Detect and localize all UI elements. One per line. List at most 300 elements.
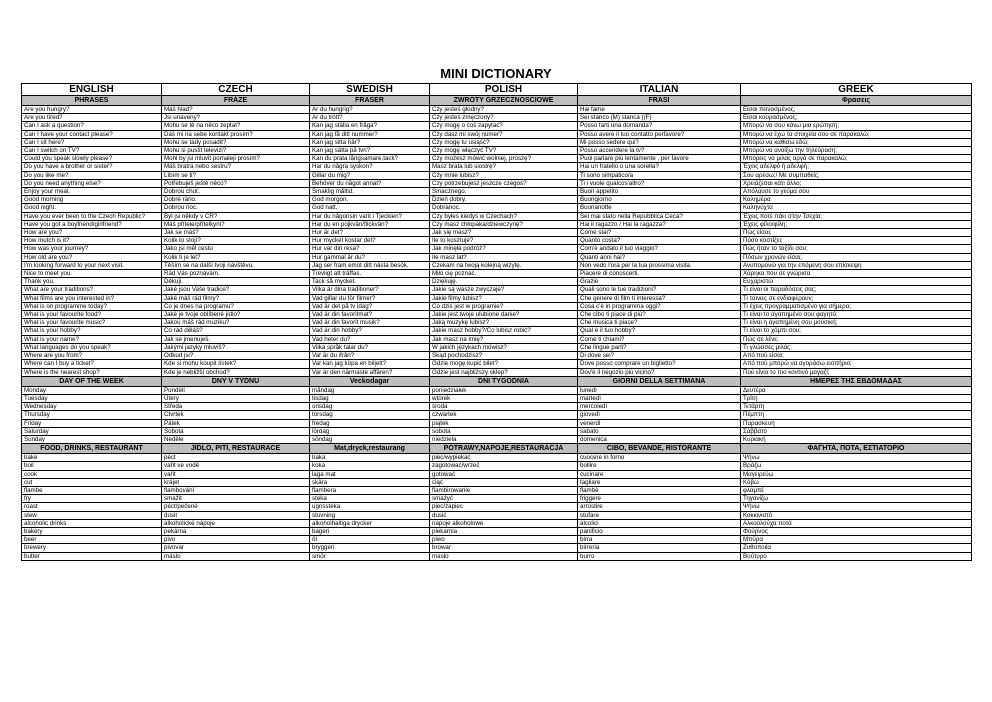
- table-row: [22, 411, 972, 419]
- table-row-cell: Vad är din favorit musik?: [310, 319, 430, 327]
- table-row-cell: środa: [430, 403, 578, 411]
- table-row: [22, 220, 972, 228]
- table-row: [22, 171, 972, 179]
- table-row-cell: Czy mogę o coś zapytać?: [430, 122, 578, 130]
- table-row-cell: Grazie: [578, 278, 741, 286]
- table-row-cell: cook: [22, 470, 162, 478]
- table-row-cell: ugnssteka: [310, 503, 430, 511]
- table-row-cell: Gillar du mig?: [310, 171, 430, 179]
- table-row-cell: Βούτυρο: [741, 552, 972, 560]
- table-row-cell: alcoholic drinks: [22, 519, 162, 527]
- table-row: [22, 454, 972, 462]
- table-row-cell: butter: [22, 552, 162, 560]
- table-row-cell: Where are you from?: [22, 352, 162, 360]
- table-row-cell: Friday: [22, 419, 162, 427]
- table-row: [22, 311, 972, 319]
- table-row-cell: Posso farti una domanda?: [578, 122, 741, 130]
- table-row-cell: What is your favourite music?: [22, 319, 162, 327]
- table-row-cell: Mi posso sedere qui?: [578, 138, 741, 146]
- table-row-cell: Τρίτη: [741, 394, 972, 402]
- table-row-cell: niedziela: [430, 435, 578, 443]
- table-row: [22, 179, 972, 187]
- section-header-row-cell: PHRASES: [22, 96, 162, 106]
- table-row-cell: Masz brata lub siostrę?: [430, 163, 578, 171]
- table-row: [22, 495, 972, 503]
- table-row-cell: Μπορώ να καθίσω εδώ;: [741, 138, 972, 146]
- table-row-cell: Πέμπτη: [741, 411, 972, 419]
- table-row-cell: Come ti chiami?: [578, 335, 741, 343]
- table-row-cell: alkoholické nápoje: [162, 519, 310, 527]
- table-row-cell: Πώς είσαι;: [741, 229, 972, 237]
- table-row-cell: Jaké máš rád filmy?: [162, 294, 310, 302]
- table-row-cell: Che lingue parli?: [578, 343, 741, 351]
- table-row-cell: Κόβω: [741, 478, 972, 486]
- table-row-cell: Do you need anything else?: [22, 179, 162, 187]
- table-row-cell: Posso accendere la tv?: [578, 147, 741, 155]
- table-row-cell: Ti i vuole qualcos'altro?: [578, 179, 741, 187]
- table-row-cell: φλαμπέ: [741, 486, 972, 494]
- table-row-cell: Kde je nebližší obchod?: [162, 368, 310, 376]
- table-row-cell: Μαγειρεύω: [741, 470, 972, 478]
- table-row-cell: Where is the nearest shop?: [22, 368, 162, 376]
- table-row: [22, 270, 972, 278]
- table-row-cell: Τι είναι το αγαπημένο σου φαγητό;: [741, 311, 972, 319]
- dictionary-table: [21, 83, 972, 561]
- table-row-cell: Cosa c'è in programma oggi?: [578, 302, 741, 310]
- table-row-cell: Jsi unavený?: [162, 114, 310, 122]
- language-header-row-cell: POLISH: [430, 84, 578, 96]
- table-row-cell: fredag: [310, 419, 430, 427]
- table-row-cell: Czy jesteś zmęczony?: [430, 114, 578, 122]
- table-row-cell: Μπορεις να μιλας αργά σε παρακαλώ;: [741, 155, 972, 163]
- table-row-cell: Czekam na twoją kolejną wizytę.: [430, 261, 578, 269]
- table-row-cell: How old are you?: [22, 253, 162, 261]
- table-row-cell: Jakými jazyky mluvíš?: [162, 343, 310, 351]
- table-row-cell: browar: [430, 544, 578, 552]
- table-row-cell: Máš hlad?: [162, 106, 310, 114]
- table-row-cell: Dobré ráno.: [162, 196, 310, 204]
- table-row-cell: Quali sono le tue tradizioni?: [578, 286, 741, 294]
- table-row-cell: Dobranoc.: [430, 204, 578, 212]
- table-row-cell: giovedì: [578, 411, 741, 419]
- table-row-cell: How mutch is it?: [22, 237, 162, 245]
- table-row-cell: Dzień dobry.: [430, 196, 578, 204]
- table-row-cell: Can I ask a question?: [22, 122, 162, 130]
- table-row-cell: Jak se máš?: [162, 229, 310, 237]
- table-row-cell: Απόλαυσε το γεύμα σου: [741, 188, 972, 196]
- table-row-cell: Ψήνω: [741, 503, 972, 511]
- table-row-cell: bake: [22, 454, 162, 462]
- table-row-cell: piwo: [430, 536, 578, 544]
- table-row: [22, 196, 972, 204]
- table-row: [22, 114, 972, 122]
- table-row-cell: Har du någonsin varit i Tjeckien?: [310, 212, 430, 220]
- table-row-cell: Czy masz chłopaka/dziewczynę?: [430, 220, 578, 228]
- table-row-cell: piec/wypiekać: [430, 454, 578, 462]
- table-row-cell: steka: [310, 495, 430, 503]
- table-row-cell: Φούρνος: [741, 527, 972, 535]
- table-row-cell: Hai un fratello o una sorella?: [578, 163, 741, 171]
- table-row: [22, 163, 972, 171]
- table-row-cell: Jakou máš rád muziku?: [162, 319, 310, 327]
- section-header-row-cell: FOOD, DRINKS, RESTAURANT: [22, 444, 162, 454]
- table-row-cell: Byl jsi někdy v ČR?: [162, 212, 310, 220]
- table-row-cell: W jakich językach mówisz?: [430, 343, 578, 351]
- table-row: [22, 319, 972, 327]
- table-row-cell: Μπορώ να σου κάνω μια ερώτηση;: [741, 122, 972, 130]
- table-row: [22, 122, 972, 130]
- table-row-cell: Have you got a boyfriend/girlfriend?: [22, 220, 162, 228]
- table-row: [22, 427, 972, 435]
- table-row-cell: Quanto costa?: [578, 237, 741, 245]
- table-row-cell: cut: [22, 478, 162, 486]
- table-row-cell: How are you?: [22, 229, 162, 237]
- table-row-cell: wtorek: [430, 394, 578, 402]
- table-row: [22, 386, 972, 394]
- table-row: [22, 237, 972, 245]
- table-row-cell: Vilka är dina traditioner?: [310, 286, 430, 294]
- table-row-cell: Vad är din hobby?: [310, 327, 430, 335]
- table-row-cell: sabato: [578, 427, 741, 435]
- table-row-cell: Är du trött?: [310, 114, 430, 122]
- table-row-cell: Τι ταινιες σε ενδιαφέρουν;: [741, 294, 972, 302]
- table-row-cell: ciąć: [430, 478, 578, 486]
- table-row: [22, 261, 972, 269]
- table-row-cell: What languages do you speak?: [22, 343, 162, 351]
- table-row-cell: Είσαι κουρασμένος;: [741, 114, 972, 122]
- table-row-cell: Τηγανίζω: [741, 495, 972, 503]
- table-row-cell: Odkud jsi?: [162, 352, 310, 360]
- table-row-cell: Har du en pojkvän/flickvän?: [310, 220, 430, 228]
- table-row: [22, 419, 972, 427]
- table-row-cell: alcolici: [578, 519, 741, 527]
- table-row-cell: Τετάρτη: [741, 403, 972, 411]
- table-row-cell: Jak minęła podróż?: [430, 245, 578, 253]
- table-row-cell: flambe: [22, 486, 162, 494]
- table-row-cell: Vilka språk talar du?: [310, 343, 430, 351]
- table-row-cell: Jaké jsou Vaše tradice?: [162, 286, 310, 294]
- table-row-cell: Where can I buy a ticket?: [22, 360, 162, 368]
- table-row-cell: Πόσων χρονών είσαι;: [741, 253, 972, 261]
- table-row-cell: smażyć: [430, 495, 578, 503]
- table-row-cell: Czy dasz mi swój numer?: [430, 130, 578, 138]
- table-row: [22, 212, 972, 220]
- table-row-cell: Πώς σε λένε;: [741, 335, 972, 343]
- section-header-row-cell: CIBO, BEVANDE, RISTORANTE: [578, 444, 741, 454]
- table-row-cell: poniedziałek: [430, 386, 578, 394]
- table-row-cell: Hur gammal är du?: [310, 253, 430, 261]
- table-row-cell: flambování: [162, 486, 310, 494]
- table-row-cell: boil: [22, 462, 162, 470]
- table-row-cell: Hai il ragazzo / Hai la ragazza?: [578, 220, 741, 228]
- table-row-cell: Czy potrzebujesz jeszcze czegoś?: [430, 179, 578, 187]
- table-row-cell: Tack så mycket.: [310, 278, 430, 286]
- table-row-cell: flambera: [310, 486, 430, 494]
- table-row-cell: Che genere di film ti interessa?: [578, 294, 741, 302]
- language-header-row-cell: SWEDISH: [310, 84, 430, 96]
- table-row-cell: Buon appetito: [578, 188, 741, 196]
- table-row-cell: Jakie filmy lubisz?: [430, 294, 578, 302]
- table-row-cell: Co rád děláš?: [162, 327, 310, 335]
- table-row-cell: czwartek: [430, 411, 578, 419]
- table-row-cell: laga mat: [310, 470, 430, 478]
- table-row-cell: Czy byłeś kiedyś w Czechach?: [430, 212, 578, 220]
- table-row-cell: What is your favourite food?: [22, 311, 162, 319]
- table-row-cell: Σάββατο: [741, 427, 972, 435]
- table-row-cell: Τι έχεις προγραμματισμένο για σήμερα;: [741, 302, 972, 310]
- table-row-cell: Saturday: [22, 427, 162, 435]
- table-row-cell: Dobrou chuť.: [162, 188, 310, 196]
- table-row-cell: Tuesday: [22, 394, 162, 402]
- table-row-cell: Χρειάζεσαι κάτι άλλο;: [741, 179, 972, 187]
- table-row-cell: Ψήνω: [741, 454, 972, 462]
- table-row: [22, 352, 972, 360]
- table-row-cell: Jakie jest twoje ulubione danie?: [430, 311, 578, 319]
- table-row-cell: mercoledì: [578, 403, 741, 411]
- section-header-row: [22, 96, 972, 106]
- table-row-cell: Πώς ήταν το ταξίδι σου;: [741, 245, 972, 253]
- table-row-cell: Thank you.: [22, 278, 162, 286]
- table-row-cell: Gdzie mogę kupić bilet?: [430, 360, 578, 368]
- table-row: [22, 486, 972, 494]
- table-row-cell: Är du hungrig?: [310, 106, 430, 114]
- table-row-cell: Gdzie jest najbliższy sklep?: [430, 368, 578, 376]
- table-row-cell: Ti sono simpatico/a: [578, 171, 741, 179]
- table-row-cell: sobota: [430, 427, 578, 435]
- table-row-cell: Good morning: [22, 196, 162, 204]
- table-row: [22, 435, 972, 443]
- table-row-cell: Máš bratra nebo sestru?: [162, 163, 310, 171]
- table-row: [22, 138, 972, 146]
- table-row: [22, 278, 972, 286]
- table-row-cell: Posso avere il tuo contatto perfavore?: [578, 130, 741, 138]
- table-row-cell: péct/pečené: [162, 503, 310, 511]
- table-row-cell: Kan du prata långsamare,tack?: [310, 155, 430, 163]
- language-header-row: [22, 84, 972, 96]
- table-row-cell: krájet: [162, 478, 310, 486]
- table-row-cell: Jakie masz hobby?/Co lubisz robić?: [430, 327, 578, 335]
- table-row-cell: smažit: [162, 495, 310, 503]
- table-row-cell: beer: [22, 536, 162, 544]
- table-row-cell: Kan jag sätta på tvn?: [310, 147, 430, 155]
- table-row-cell: söndag: [310, 435, 430, 443]
- table-row: [22, 403, 972, 411]
- table-row-cell: Jakie są wasze zwyczaje?: [430, 286, 578, 294]
- table-row-cell: Hur är det?: [310, 229, 430, 237]
- table-row-cell: máslo: [162, 552, 310, 560]
- table-row-cell: Máš přítele/přítelkyni?: [162, 220, 310, 228]
- table-row-cell: Καλημέρα: [741, 196, 972, 204]
- table-row: [22, 519, 972, 527]
- table-row-cell: Středa: [162, 403, 310, 411]
- table-row-cell: vařit: [162, 470, 310, 478]
- table-row-cell: Piacere di conoscerti.: [578, 270, 741, 278]
- table-row-cell: vařit ve vodě: [162, 462, 310, 470]
- table-row-cell: Puoi parlare più lentamente , per favore: [578, 155, 741, 163]
- section-header-row-cell: Φρασεις: [741, 96, 972, 106]
- table-row-cell: Are you hungry?: [22, 106, 162, 114]
- table-row-cell: skära: [310, 478, 430, 486]
- table-row-cell: Hai fame: [578, 106, 741, 114]
- table-row: [22, 527, 972, 535]
- table-row-cell: Sei mai stato nella Repubblica Ceca?: [578, 212, 741, 220]
- table-row-cell: cuocere in forno: [578, 454, 741, 462]
- section-header-row-cell: ZWROTY GRZECZNOSCIOWE: [430, 96, 578, 106]
- table-row-cell: Παρασκευή: [741, 419, 972, 427]
- table-row-cell: Smacznego.: [430, 188, 578, 196]
- page-title: MINI DICTIONARY: [440, 66, 552, 81]
- table-row-cell: Czy mogę włączyć TV?: [430, 147, 578, 155]
- table-row-cell: birreria: [578, 544, 741, 552]
- table-row-cell: Mohu se tady posadit?: [162, 138, 310, 146]
- table-row-cell: alkoholhaltiga drycker: [310, 519, 430, 527]
- section-header-row-cell: FRASI: [578, 96, 741, 106]
- table-row-cell: Jaką muzykę lubisz?: [430, 319, 578, 327]
- table-row-cell: pivo: [162, 536, 310, 544]
- table-row-cell: Kolik ti je let?: [162, 253, 310, 261]
- table-row-cell: Κυριακή: [741, 435, 972, 443]
- table-row-cell: Σου αρέσω;/ Με συμπαθείς;: [741, 171, 972, 179]
- table-row: [22, 294, 972, 302]
- table-row-cell: Che musica ti piace?: [578, 319, 741, 327]
- table-row: [22, 286, 972, 294]
- table-row-cell: Pátek: [162, 419, 310, 427]
- table-row-cell: Var kan jag köpa en biljett?: [310, 360, 430, 368]
- table-row-cell: Var är du ifrån?: [310, 352, 430, 360]
- table-row-cell: Come stai?: [578, 229, 741, 237]
- table-row-cell: Hur mycket kostar det?: [310, 237, 430, 245]
- table-row-cell: Μπορώ να ανοίξω την τηλεόραση;: [741, 147, 972, 155]
- table-row: [22, 253, 972, 261]
- table-row-cell: Dov'è il negozio più vicino?: [578, 368, 741, 376]
- table-row-cell: dusić: [430, 511, 578, 519]
- language-header-row-cell: ITALIAN: [578, 84, 741, 96]
- table-row-cell: bageri: [310, 527, 430, 535]
- table-row-cell: What is your hobby?: [22, 327, 162, 335]
- table-row-cell: Are you tired?: [22, 114, 162, 122]
- table-row: [22, 155, 972, 163]
- table-row-cell: Από πού είσαι;: [741, 352, 972, 360]
- table-row-cell: Smaklig måltid.: [310, 188, 430, 196]
- table-row-cell: Sunday: [22, 435, 162, 443]
- table-row-cell: Trevligt att träffas.: [310, 270, 430, 278]
- table-row: [22, 470, 972, 478]
- table-row-cell: Dziękuję.: [430, 278, 578, 286]
- table-row-cell: piec/zapiec: [430, 503, 578, 511]
- table-row-cell: Sei stanco (M) stanca ((F): [578, 114, 741, 122]
- table-row: [22, 544, 972, 552]
- table-row: [22, 462, 972, 470]
- table-row-cell: cucinare: [578, 470, 741, 478]
- table-row-cell: I'm looking forward to your next visit.: [22, 261, 162, 269]
- table-row-cell: Czy mogę tu usiąść?: [430, 138, 578, 146]
- table-row-cell: zagotować/wrzeć: [430, 462, 578, 470]
- section-header-row-cell: ΦΑΓΗΤΑ, ΠΟΤΑ, ΕΣΤΙΑΤΟΡΙΟ: [741, 444, 972, 454]
- table-row-cell: Vad är det på tv idag?: [310, 302, 430, 310]
- table-row-cell: napoje alkoholowe: [430, 519, 578, 527]
- table-row-cell: péct: [162, 454, 310, 462]
- table-row-cell: gotować: [430, 470, 578, 478]
- table-row: [22, 229, 972, 237]
- table-row: [22, 106, 972, 114]
- table-row-cell: Good night.: [22, 204, 162, 212]
- table-row-cell: venerdì: [578, 419, 741, 427]
- table-row-cell: Ευχαριστώ: [741, 278, 972, 286]
- table-row-cell: pekárna: [162, 527, 310, 535]
- table-row-cell: Quanti anni hai?: [578, 253, 741, 261]
- table-row-cell: God morgon.: [310, 196, 430, 204]
- table-row-cell: Di dove sei?: [578, 352, 741, 360]
- section-header-row-cell: DAY OF THE WEEK: [22, 376, 162, 386]
- table-row-cell: öl: [310, 536, 430, 544]
- table-row-cell: Czy jesteś głodny?: [430, 106, 578, 114]
- table-row-cell: Από πού μπορώ να αγοράσω εισιτήριο;: [741, 360, 972, 368]
- table-row-cell: lördag: [310, 427, 430, 435]
- table-row: [22, 327, 972, 335]
- table-row-cell: dusit: [162, 511, 310, 519]
- table-row-cell: bollire: [578, 462, 741, 470]
- table-row-cell: Jak masz na imię?: [430, 335, 578, 343]
- table-row-cell: How was your journey?: [22, 245, 162, 253]
- table-row-cell: Είσαι πεινασμένος;: [741, 106, 972, 114]
- table-row-cell: bakery: [22, 527, 162, 535]
- table-row-cell: What are your traditions?: [22, 286, 162, 294]
- table-row-cell: Dobrou noc.: [162, 204, 310, 212]
- table-row-cell: torsdag: [310, 411, 430, 419]
- table-row-cell: stufare: [578, 511, 741, 519]
- table-row-cell: Πόσο κοστίζει;: [741, 237, 972, 245]
- table-row-cell: piątek: [430, 419, 578, 427]
- table-row: [22, 147, 972, 155]
- table-row-cell: Kan jag få ditt nummer?: [310, 130, 430, 138]
- table-row-cell: birra: [578, 536, 741, 544]
- table-row-cell: Can I have your contact please?: [22, 130, 162, 138]
- language-header-row-cell: CZECH: [162, 84, 310, 96]
- table-row-cell: Co je dnes na programu?: [162, 302, 310, 310]
- table-row: [22, 302, 972, 310]
- table-row: [22, 245, 972, 253]
- section-header-row: [22, 376, 972, 386]
- table-row-cell: Τι είναι το χόμπι σου;: [741, 327, 972, 335]
- table-row-cell: Αλκοολούχα ποτά: [741, 519, 972, 527]
- table-row-cell: tisdag: [310, 394, 430, 402]
- table-row-cell: måndag: [310, 386, 430, 394]
- table-row-cell: Do you have a brother or sister?: [22, 163, 162, 171]
- language-header-row-cell: GREEK: [741, 84, 972, 96]
- table-row-cell: Kan jag ställa en fråga?: [310, 122, 430, 130]
- table-row-cell: Skąd pochodzisz?: [430, 352, 578, 360]
- table-row-cell: smör: [310, 552, 430, 560]
- table-row-cell: stuvning: [310, 511, 430, 519]
- table-row-cell: God natt.: [310, 204, 430, 212]
- table-row-cell: Jak się masz?: [430, 229, 578, 237]
- table-row-cell: Jak se jmenuješ.: [162, 335, 310, 343]
- section-header-row-cell: DNI TYGODNIA: [430, 376, 578, 386]
- table-row-cell: Τι είναι οι παραδόσεις σας;: [741, 286, 972, 294]
- table-row: [22, 394, 972, 402]
- table-row: [22, 536, 972, 544]
- table-row-cell: koka: [310, 462, 430, 470]
- table-row-cell: Jaké je tvoje oblíbené jídlo?: [162, 311, 310, 319]
- table-row-cell: Kde si mohu koupit lístek?: [162, 360, 310, 368]
- table-row-cell: fry: [22, 495, 162, 503]
- table-row-cell: Potřebuješ ještě něco?: [162, 179, 310, 187]
- table-row-cell: Could you speak slowly please?: [22, 155, 162, 163]
- table-row-cell: Vad är din favoritmat?: [310, 311, 430, 319]
- table-row-cell: Ανυπομονώ για την επόμενη σου επίσκεψη: [741, 261, 972, 269]
- section-header-row-cell: DNY V TÝDNU: [162, 376, 310, 386]
- section-header-row-cell: Mat,dryck,restaurang: [310, 444, 430, 454]
